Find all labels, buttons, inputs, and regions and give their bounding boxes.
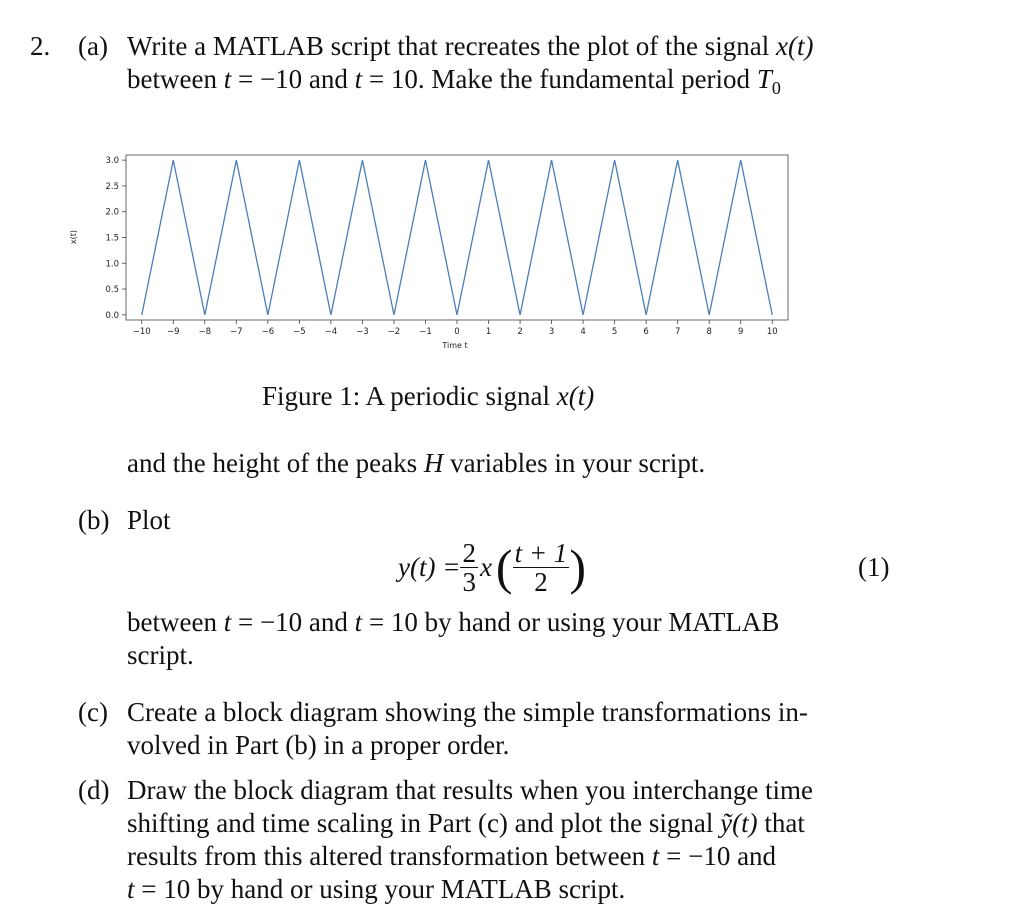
x-tick-label: −9 bbox=[167, 327, 180, 337]
part-a-line2: between t = −10 and t = 10. Make the fundamental period $T_0$ bbox=[127, 64, 781, 98]
x-tick-label: 10 bbox=[766, 327, 778, 337]
argument-fraction: $\frac{t + 1}{2}$ bbox=[514, 537, 568, 597]
part-b-label: (b) bbox=[78, 505, 110, 535]
x-tick-label: 2 bbox=[517, 327, 523, 337]
y-axis-label: x(t) bbox=[69, 229, 78, 245]
equation-x: x bbox=[479, 551, 492, 582]
x-tick-label: −7 bbox=[230, 327, 243, 337]
x-tick-label: 9 bbox=[738, 327, 744, 337]
x-tick-label: 6 bbox=[643, 327, 649, 337]
equation-1: y(t) = $\frac{2}{3}$ x ( $\frac{t + 1}{2}$ ) bbox=[398, 537, 586, 597]
part-a-line1: Write a MATLAB script that recreates the plot of the signal x(t) bbox=[127, 31, 814, 61]
problem-number: 2. bbox=[30, 31, 51, 61]
x-tick-label: −1 bbox=[419, 327, 432, 337]
x-tick-label: −5 bbox=[293, 327, 306, 337]
x-axis-label: Time t bbox=[442, 341, 468, 350]
x-tick-label: 1 bbox=[485, 327, 492, 337]
x-tick-label: −4 bbox=[324, 327, 338, 337]
figure-caption: Figure 1: A periodic signal x(t) bbox=[262, 381, 595, 411]
plot-frame bbox=[126, 155, 788, 320]
coefficient-fraction: $\frac{2}{3}$ bbox=[462, 537, 476, 597]
signal-plot bbox=[60, 140, 790, 355]
part-c-line1: Create a block diagram showing the simple transformations in- bbox=[127, 697, 808, 727]
x-axis-ticks bbox=[133, 320, 778, 337]
part-b-line2: script. bbox=[127, 640, 194, 670]
part-b-intro: Plot bbox=[127, 505, 171, 535]
part-a-continuation: and the height of the peaks H variables in your script. bbox=[127, 448, 706, 478]
y-tick-label: 0.5 bbox=[105, 285, 119, 296]
x-tick-label: −2 bbox=[387, 327, 401, 337]
x-tick-label: −6 bbox=[261, 327, 275, 337]
y-tick-label: 3.0 bbox=[105, 156, 119, 167]
part-b-line1: between t = −10 and t = 10 by hand or using your MATLAB bbox=[127, 607, 780, 637]
part-d-line3: results from this altered transformation between t = −10 and bbox=[127, 841, 777, 871]
equation-number: (1) bbox=[858, 552, 890, 582]
x-tick-label: 7 bbox=[674, 327, 681, 337]
x-tick-label: −3 bbox=[356, 327, 369, 337]
part-d-line1: Draw the block diagram that results when you interchange time bbox=[127, 775, 814, 805]
y-tick-label: 1.5 bbox=[105, 233, 119, 244]
y-tick-label: 1.0 bbox=[105, 259, 119, 270]
part-a-label: (a) bbox=[78, 31, 108, 61]
x-tick-label: −10 bbox=[132, 327, 151, 337]
part-d-line4: t = 10 by hand or using your MATLAB script. bbox=[127, 874, 626, 904]
x-tick-label: 0 bbox=[454, 327, 460, 337]
y-axis-ticks bbox=[105, 156, 126, 321]
part-d-line2: shifting and time scaling in Part (c) and plot the signal ỹ(t) that bbox=[127, 808, 805, 838]
y-tick-label: 2.0 bbox=[105, 207, 119, 218]
x-tick-label: −8 bbox=[198, 327, 212, 337]
x-tick-label: 4 bbox=[580, 327, 586, 337]
part-c-label: (c) bbox=[78, 697, 108, 727]
x-tick-label: 3 bbox=[548, 327, 555, 337]
x-tick-label: 8 bbox=[706, 327, 712, 337]
part-d-label: (d) bbox=[78, 775, 110, 805]
part-c-line2: volved in Part (b) in a proper order. bbox=[127, 730, 510, 760]
y-tick-label: 2.5 bbox=[105, 181, 119, 192]
x-tick-label: 5 bbox=[611, 327, 618, 337]
equation-lhs: y(t) = bbox=[398, 551, 461, 582]
y-tick-label: 0.0 bbox=[105, 310, 119, 321]
